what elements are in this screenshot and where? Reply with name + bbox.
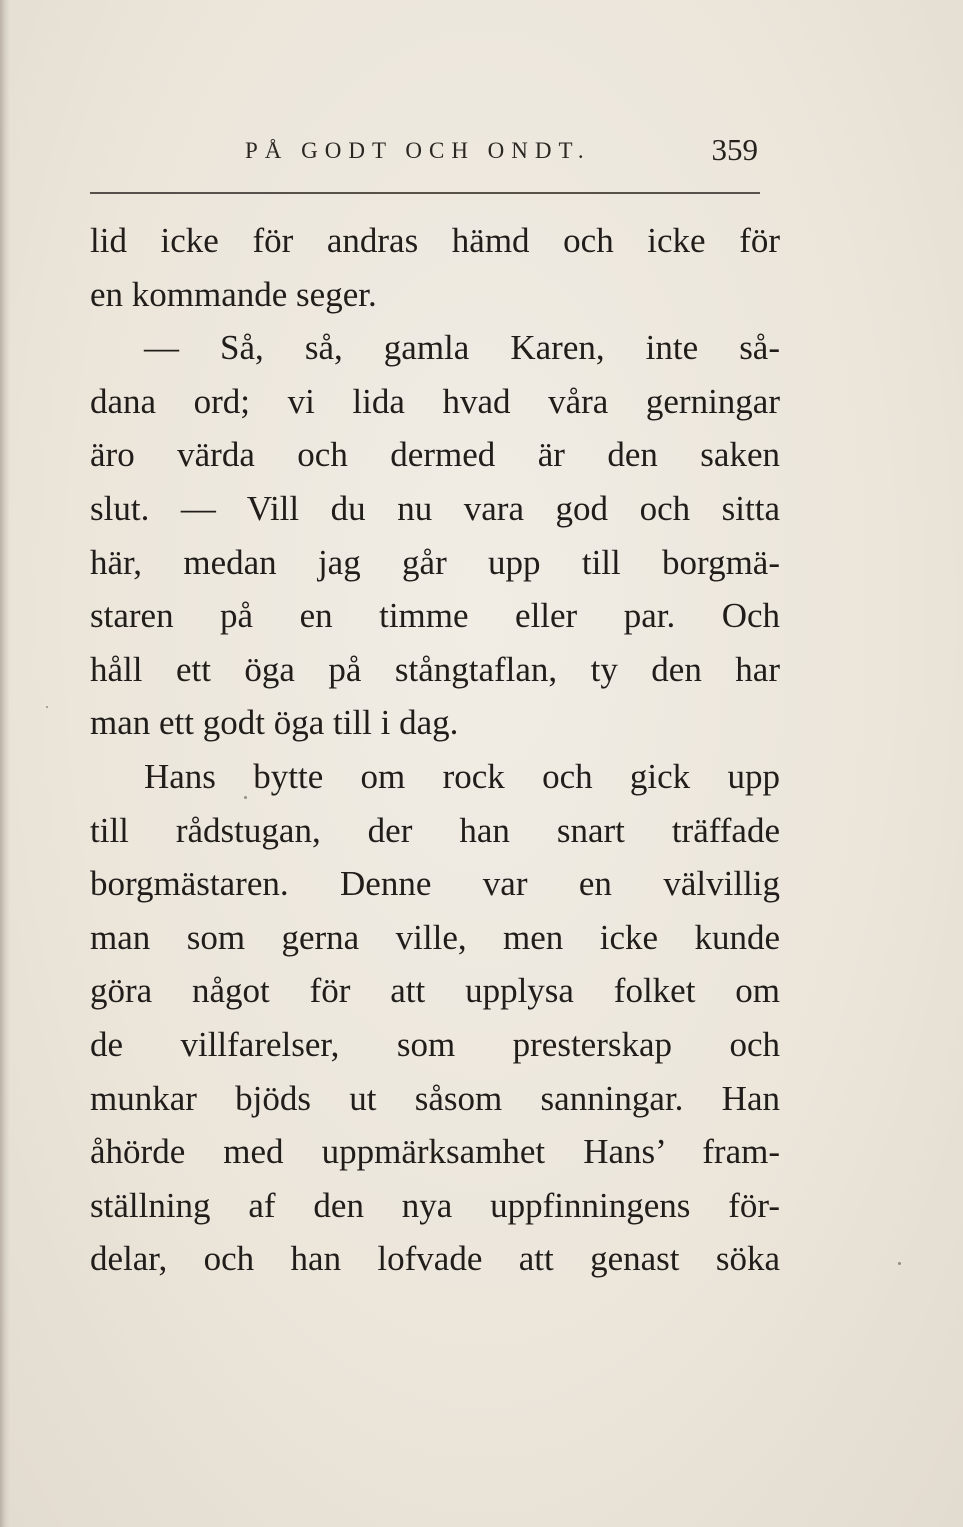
page-header xyxy=(90,132,762,174)
page-number: 359 xyxy=(711,132,758,167)
text-line: Hans bytte om rock och gick upp xyxy=(144,756,780,796)
text-line: här, medan jag går upp till borgmä- xyxy=(90,542,780,582)
text-line: borgmästaren. Denne var en välvillig xyxy=(90,864,780,904)
paper-speck xyxy=(244,796,247,799)
running-title: PÅ GODT OCH ONDT. xyxy=(245,138,591,163)
text-line: till rådstugan, der han snart träffade xyxy=(90,810,780,850)
header-rule xyxy=(90,192,760,194)
text-line: håll ett öga på stångtaflan, ty den har xyxy=(90,649,780,689)
text-line: man som gerna ville, men icke kunde xyxy=(90,917,780,957)
text-line: de villfarelser, som presterskap och xyxy=(90,1024,780,1064)
text-line: göra något för att upplysa folket om xyxy=(90,971,780,1011)
body-text xyxy=(90,214,780,1286)
paper-speck xyxy=(898,1262,901,1265)
text-line: slut. — Vill du nu vara god och sitta xyxy=(90,488,780,528)
text-line: åhörde med uppmärksamhet Hans’ fram- xyxy=(90,1132,780,1172)
text-line: äro värda och dermed är den saken xyxy=(90,435,780,475)
text-line: en kommande seger. xyxy=(90,274,377,314)
text-line: staren på en timme eller par. Och xyxy=(90,596,780,636)
text-line: munkar bjöds ut såsom sanningar. Han xyxy=(90,1078,780,1118)
text-line: — Så, så, gamla Karen, inte så- xyxy=(144,328,780,368)
paper-speck xyxy=(46,706,48,708)
text-line: delar, och han lofvade att genast söka xyxy=(90,1239,780,1279)
text-line: man ett godt öga till i dag. xyxy=(90,703,459,743)
text-line: ställning af den nya uppfinningens för- xyxy=(90,1185,780,1225)
text-line: dana ord; vi lida hvad våra gerningar xyxy=(90,381,780,421)
text-line: lid icke för andras hämd och icke för xyxy=(90,221,780,260)
page-binding-edge xyxy=(0,0,10,1527)
